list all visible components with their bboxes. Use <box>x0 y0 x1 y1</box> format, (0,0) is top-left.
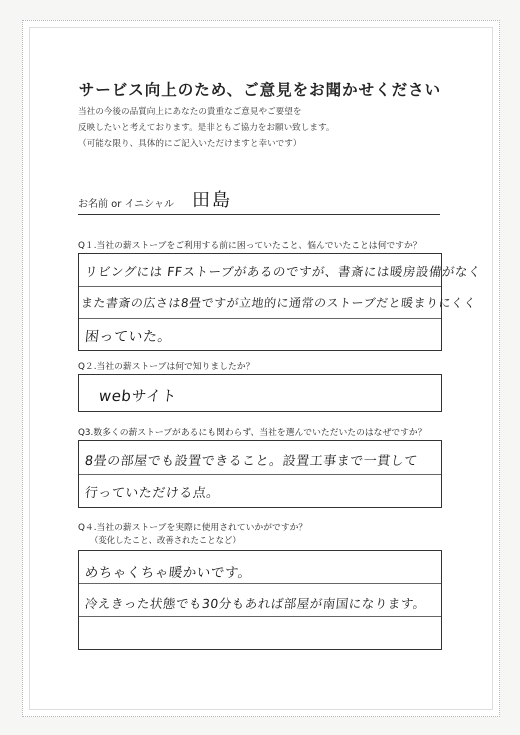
question-2-answer-box <box>78 374 442 412</box>
form-intro <box>78 104 334 152</box>
question-4-sublabel: （変化したこと、改善されたことなど） <box>90 535 241 545</box>
handwritten-answer-line: 困っていた。 <box>84 329 173 345</box>
name-label: お名前 or イニシャル <box>78 199 174 210</box>
name-row <box>78 192 440 215</box>
ruled-line <box>79 474 441 475</box>
form-title: サービス向上のため、ご意見をお聞かせください <box>78 80 442 99</box>
handwritten-answer-line: 8畳の部屋でも設置できること。設置工事まで一貫して <box>84 454 419 469</box>
ruled-line <box>79 318 441 319</box>
intro-line: 当社の今後の品質向上にあなたの貴重なご意見やご要望を <box>78 107 302 117</box>
ruled-line <box>79 583 441 584</box>
question-1-answer-box <box>78 253 482 351</box>
intro-line: 反映したいと考えております。是非ともご協力をお願い致します。 <box>78 123 335 133</box>
handwritten-answer-line: リビングには FFストーブがあるのですが、書斎には暖房設備がなく <box>84 264 482 279</box>
ruled-line <box>79 616 441 617</box>
handwritten-answer-line: webサイト <box>98 387 178 405</box>
question-3-label: Q3.数多くの薪ストーブがあるにも関わらず、当社を選んでいただいたのはなぜですか？ <box>78 428 427 438</box>
question-4-label: Q４.当社の薪ストーブを実際に使用されていかがですか？ <box>78 523 308 533</box>
ruled-line <box>79 286 441 287</box>
question-4-answer-box <box>78 550 442 650</box>
question-2-label: Q２.当社の薪ストーブは何で知りましたか？ <box>78 362 255 372</box>
intro-line: （可能な限り、具体的にご記入いただけますと幸いです） <box>78 139 302 149</box>
handwritten-answer-line: また書斎の広さは8畳ですが立地的に通常のストーブだと暖まりにくく <box>80 296 477 310</box>
question-1-label: Q１.当社の薪ストーブをご利用する前に困っていたこと、悩んでいたことは何ですか？ <box>78 241 422 251</box>
handwritten-answer-line: 冷えきった状態でも30分もあれば部屋が南国になります。 <box>84 596 427 611</box>
handwritten-answer-line: めちゃくちゃ暖かいです。 <box>83 565 253 581</box>
name-handwritten: 田島 <box>192 190 232 211</box>
question-3-answer-box <box>78 440 442 508</box>
handwritten-answer-line: 行っていただける点。 <box>84 486 221 501</box>
